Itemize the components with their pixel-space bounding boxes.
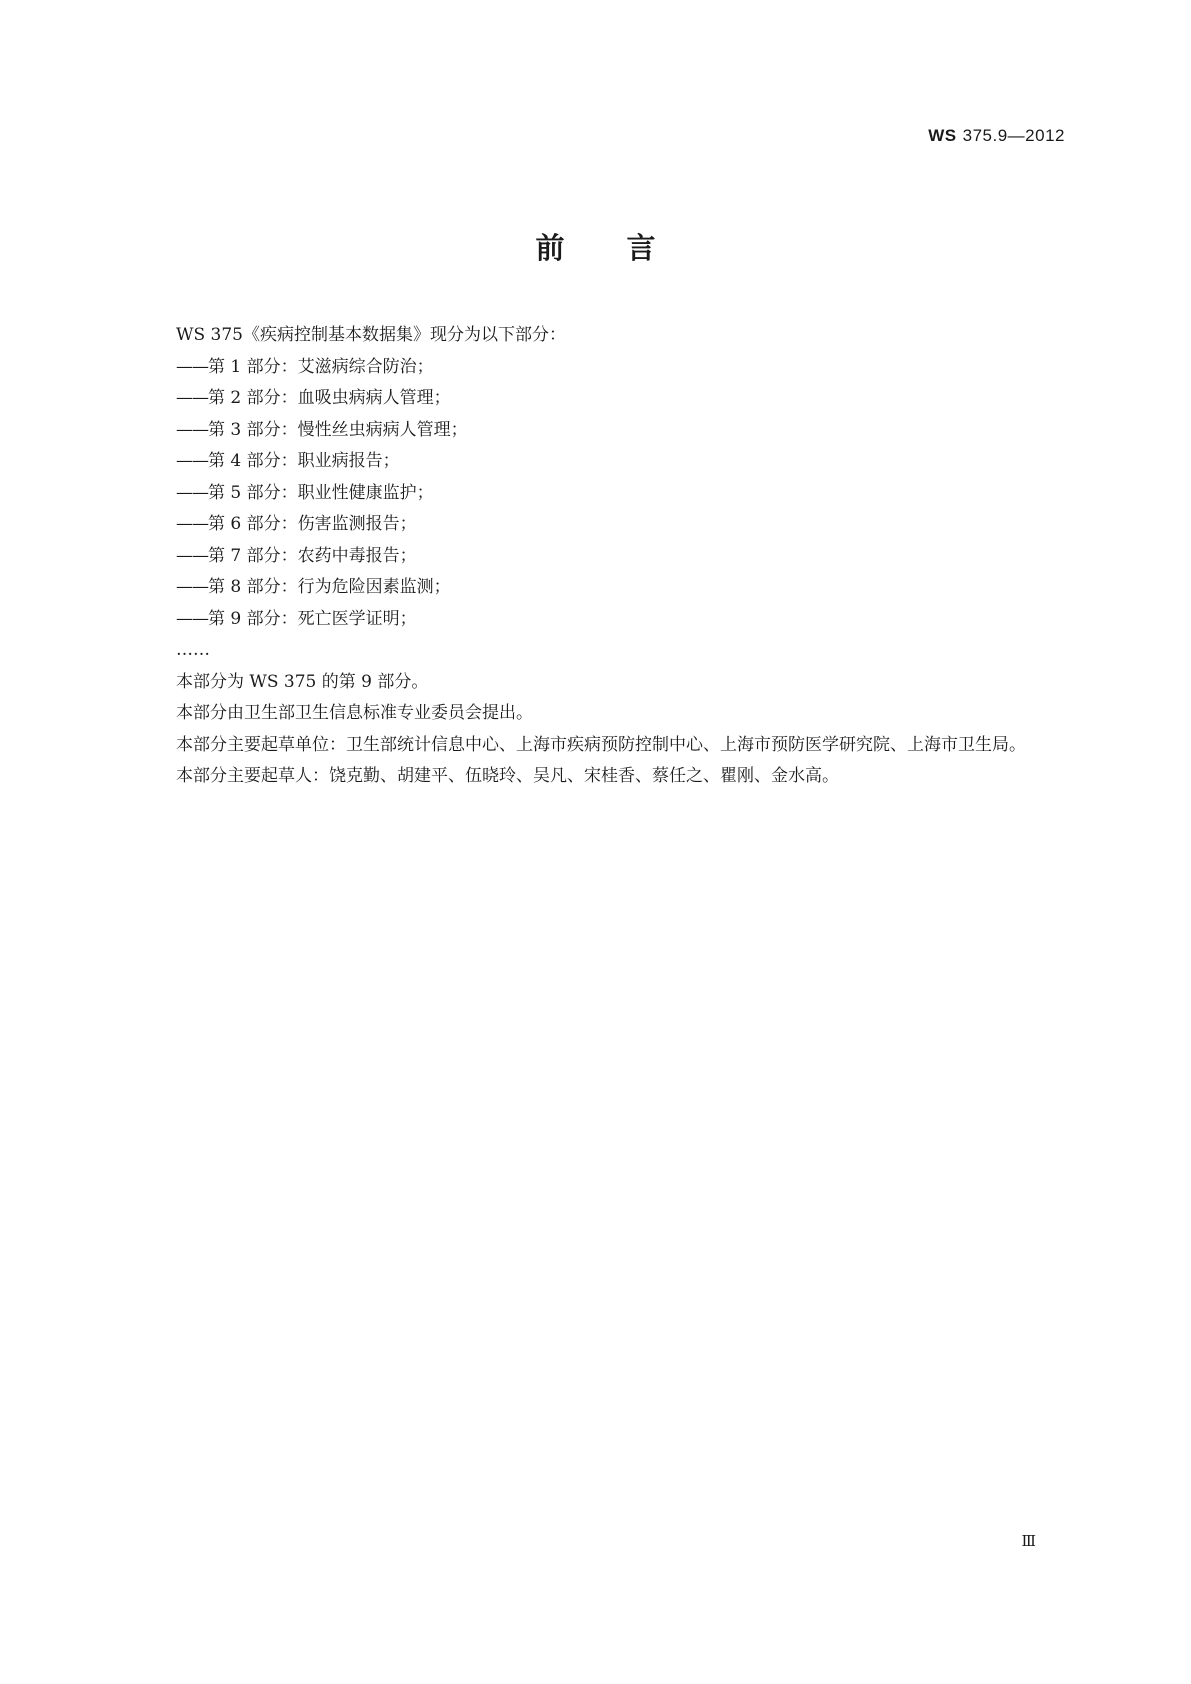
list-dash: ——	[176, 482, 208, 503]
list-item-part-1	[129, 352, 1069, 384]
list-ellipsis: ……	[176, 640, 210, 660]
list-item-part-8	[129, 572, 1069, 604]
drafting-units-statement: 本部分主要起草单位：卫生部统计信息中心、上海市疾病预防控制中心、上海市预防医学研究院、上海市卫生局。	[176, 734, 1026, 755]
list-item-part-3	[129, 415, 1069, 447]
list-dash: ——	[176, 356, 208, 377]
intro-paragraph: WS 375《疾病控制基本数据集》现分为以下部分：	[176, 325, 566, 345]
list-dash: ——	[176, 577, 208, 597]
page-title: 前言	[535, 231, 718, 265]
list-dash: ——	[176, 545, 208, 566]
list-item-text: 第 7 部分：农药中毒报告；	[208, 545, 417, 566]
list-dash: ——	[176, 514, 208, 534]
list-dash: ——	[176, 388, 208, 408]
list-item-part-2	[129, 383, 1069, 415]
list-item-text: 第 6 部分：伤害监测报告；	[208, 514, 417, 534]
drafters-statement: 本部分主要起草人：饶克勤、胡建平、伍晓玲、吴凡、宋桂香、蔡任之、瞿刚、金水高。	[176, 766, 839, 786]
list-item-text: 第 3 部分：慢性丝虫病病人管理；	[208, 419, 468, 440]
list-item-part-7	[129, 541, 1069, 573]
list-item-text: 第 1 部分：艾滋病综合防治；	[208, 356, 434, 377]
standard-code-number: 375.9—2012	[962, 126, 1065, 145]
list-item-part-4	[129, 446, 1069, 478]
list-item-text: 第 2 部分：血吸虫病病人管理；	[208, 388, 451, 408]
list-dash: ——	[176, 608, 208, 629]
list-item-text: 第 8 部分：行为危险因素监测；	[208, 577, 451, 597]
part-of-statement: 本部分为 WS 375 的第 9 部分。	[176, 671, 429, 692]
list-dash: ——	[176, 419, 208, 440]
list-item-part-5	[129, 478, 1069, 510]
list-item-text: 第 4 部分：职业病报告；	[208, 451, 400, 471]
standard-code	[928, 126, 1065, 146]
page-number: Ⅲ	[1021, 1532, 1036, 1550]
list-item-part-6	[129, 509, 1069, 541]
standard-code-prefix: WS	[928, 126, 957, 145]
list-item-part-9	[129, 604, 1069, 636]
proposed-by-statement: 本部分由卫生部卫生信息标准专业委员会提出。	[176, 703, 533, 723]
list-dash: ——	[176, 451, 208, 471]
list-item-text: 第 9 部分：死亡医学证明；	[208, 608, 417, 629]
foreword-body	[129, 320, 1069, 793]
list-item-text: 第 5 部分：职业性健康监护；	[208, 482, 434, 503]
